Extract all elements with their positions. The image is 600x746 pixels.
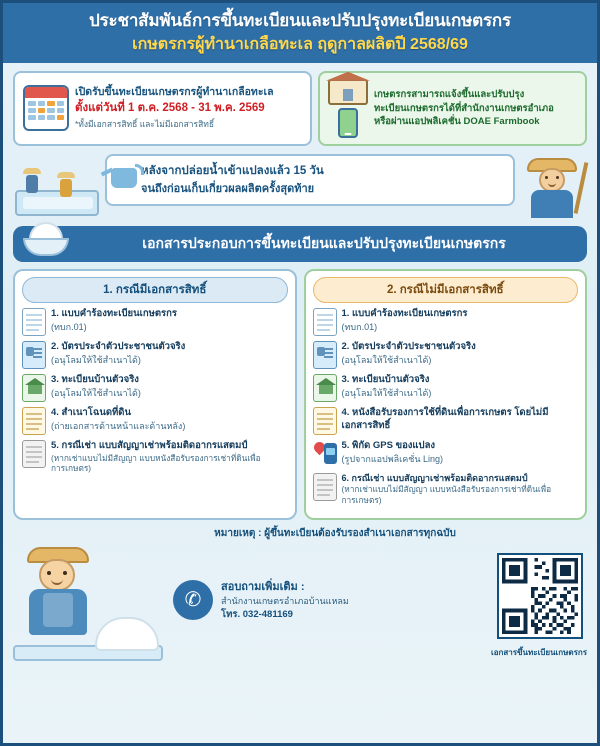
registration-period-line1: เปิดรับขึ้นทะเบียนเกษตรกรผู้ทำนาเกลือทะเล	[75, 86, 274, 99]
form-icon	[313, 308, 337, 336]
where-to-register-line2: ทะเบียนเกษตรกรได้ที่สำนักงานเกษตรอำเภอ	[373, 102, 554, 114]
farmer-figure	[521, 156, 583, 218]
footnote: หมายเหตุ : ผู้ขึ้นทะเบียนต้องรับรองสำเนาเอกสารทุกฉบับ	[214, 527, 456, 539]
list-item-title: 5. พิกัด GPS ของแปลง	[341, 439, 436, 451]
land-deed-icon	[22, 407, 46, 435]
list-item	[313, 473, 579, 506]
worker-figure-b	[57, 172, 75, 197]
salt-pile-shape	[95, 617, 159, 651]
top-info-row	[3, 63, 597, 146]
list-item-sub: (ทบก.01)	[51, 321, 87, 332]
contact-office: สำนักงานเกษตรอำเภอบ้านแหลม	[221, 595, 349, 606]
house-icon	[313, 374, 337, 402]
timing-card	[105, 154, 515, 206]
documents-section-title-text: เอกสารประกอบการขึ้นทะเบียนและปรับปรุงทะเบียนเกษตรกร	[142, 234, 506, 251]
documents-columns	[3, 262, 597, 520]
list-item-title: 6. กรณีเช่า แบบสัญญาเช่าพร้อมติดอากรแสตมป์	[341, 472, 528, 483]
government-office-icon	[328, 79, 368, 105]
contact-block	[173, 577, 403, 622]
list-item-sub: (ทบก.01)	[341, 321, 378, 332]
calendar-icon	[23, 85, 69, 131]
list-item-sub: (อนุโลมให้ใช้สำเนาได้)	[51, 387, 141, 398]
list-item	[313, 440, 579, 468]
timing-line2: จนถึงก่อนเก็บเกี่ยวผลผลิตครั้งสุดท้าย	[141, 182, 315, 195]
column-right-title: 2. กรณีไม่มีเอกสารสิทธิ์	[313, 277, 579, 303]
footer-area	[3, 543, 597, 665]
timing-line1: หลังจากปล่อยน้ำเข้าแปลงแล้ว 15 วัน	[141, 164, 324, 177]
list-item	[22, 341, 288, 369]
salt-bowl-icon	[23, 220, 69, 260]
list-item-sub2: (หากเช่าแบบไม่มีสัญญา แบบหนังสือรับรองการเช่าที่ดินเพื่อการเกษตร)	[341, 484, 552, 506]
id-card-icon	[22, 341, 46, 369]
list-item-sub: (อนุโลมให้ใช้สำเนาได้)	[341, 387, 432, 398]
list-item	[22, 374, 288, 402]
list-item	[22, 440, 288, 474]
column-with-title-deed	[13, 269, 297, 520]
timing-band	[13, 154, 587, 218]
worker-figure-a	[23, 168, 41, 193]
list-item-title: 4. สำเนาโฉนดที่ดิน	[51, 406, 131, 418]
qr-code-image	[502, 558, 578, 634]
list-item	[313, 374, 579, 402]
contract-icon	[22, 440, 46, 468]
registration-period-card	[13, 71, 312, 146]
id-card-icon	[313, 341, 337, 369]
poster-subheader	[3, 35, 597, 63]
salt-field-illustration	[13, 158, 103, 216]
list-item-title: 5. กรณีเช่า แบบสัญญาเช่าพร้อมติดอากรแสตมป์	[51, 439, 248, 451]
list-item	[313, 308, 579, 336]
farmer-illustration	[517, 154, 587, 218]
contact-heading: สอบถามเพิ่มเติม :	[221, 580, 305, 593]
where-to-register-line1: เกษตรกรสามารถแจ้งขึ้นและปรับปรุง	[373, 89, 525, 101]
list-item-title: 4. หนังสือรับรองการใช้ที่ดินเพื่อการเกษตร โดยไม่มีเอกสารสิทธิ์	[341, 406, 549, 431]
mobile-app-icon	[338, 108, 358, 138]
qr-caption: เอกสารขึ้นทะเบียนเกษตรกร	[491, 647, 588, 657]
kid-salt-illustration	[9, 545, 169, 665]
list-item-sub: (ถ่ายเอกสารด้านหน้าและด้านหลัง)	[51, 420, 186, 431]
list-item	[313, 407, 579, 435]
office-and-app-icons	[328, 79, 368, 138]
contact-phone[interactable]: โทร. 032-481169	[221, 609, 293, 621]
where-to-register-line3: หรือผ่านแอปพลิเคชั่น DOAE Farmbook	[373, 115, 540, 127]
page-title: ประชาสัมพันธ์การขึ้นทะเบียนและปรับปรุงทะเบียนเกษตรกร	[89, 11, 511, 30]
list-item-title: 3. ทะเบียนบ้านตัวจริง	[341, 373, 430, 385]
poster-header	[3, 3, 597, 35]
list-item-sub2: (หากเช่าแบบไม่มีสัญญา แบบหนังสือรับรองการเช่าที่ดินเพื่อการเกษตร)	[51, 452, 261, 474]
house-icon	[22, 374, 46, 402]
qr-code[interactable]	[497, 553, 583, 639]
list-item-sub: (รูปจากแอปพลิเคชั่น Ling)	[341, 453, 444, 464]
column-left-title: 1. กรณีมีเอกสารสิทธิ์	[22, 277, 288, 303]
list-item-title: 2. บัตรประจำตัวประชาชนตัวจริง	[341, 340, 476, 352]
list-item	[313, 341, 579, 369]
documents-section-title	[13, 226, 587, 262]
phone-icon: ✆	[173, 580, 213, 620]
list-item-sub: (อนุโลมให้ใช้สำเนาได้)	[51, 354, 141, 365]
list-item	[22, 308, 288, 336]
column-without-title-deed	[304, 269, 588, 520]
gps-pin-icon	[313, 440, 337, 468]
watering-can-icon	[111, 168, 137, 188]
list-item-title: 1. แบบคำร้องทะเบียนเกษตรกร	[51, 307, 177, 319]
registration-period-dates: ตั้งแต่วันที่ 1 ต.ค. 2568 - 31 พ.ค. 2569	[75, 102, 265, 115]
contract-icon	[313, 473, 337, 501]
list-item-sub: (อนุโลมให้ใช้สำเนาได้)	[341, 354, 432, 365]
form-icon	[22, 308, 46, 336]
certificate-icon	[313, 407, 337, 435]
page-subtitle: เกษตรกรผู้ทำนาเกลือทะเล ฤดูกาลผลิตปี 2568/69	[132, 35, 468, 53]
list-item-title: 2. บัตรประจำตัวประชาชนตัวจริง	[51, 340, 186, 352]
list-item-title: 1. แบบคำร้องทะเบียนเกษตรกร	[341, 307, 468, 319]
where-to-register-card	[318, 71, 587, 146]
list-item	[22, 407, 288, 435]
list-item-title: 3. ทะเบียนบ้านตัวจริง	[51, 373, 139, 385]
registration-period-note: *ทั้งมีเอกสารสิทธิ์ และไม่มีเอกสารสิทธิ์	[75, 119, 215, 130]
